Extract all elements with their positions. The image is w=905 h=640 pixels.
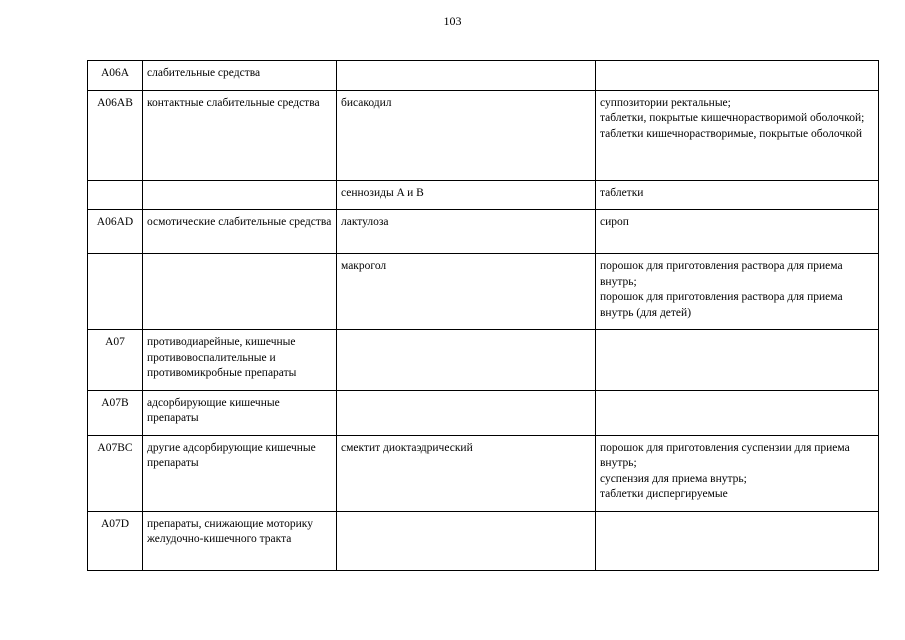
table-row — [88, 210, 879, 254]
group-cell: адсорбирующие кишечные препараты — [143, 390, 337, 435]
forms-cell — [596, 390, 879, 435]
forms-cell — [596, 330, 879, 391]
table-row — [88, 180, 879, 210]
group-cell: осмотические слабительные средства — [143, 210, 337, 254]
atc-code-cell: A07D — [88, 511, 143, 570]
drug-cell: смектит диоктаэдрический — [337, 435, 596, 511]
group-cell — [143, 180, 337, 210]
atc-code-cell: A06AD — [88, 210, 143, 254]
atc-code-cell: A06A — [88, 61, 143, 91]
forms-line: таблетки диспергируемые — [600, 488, 728, 500]
drug-cell: макрогол — [337, 254, 596, 330]
forms-line: порошок для приготовления раствора для приема внутрь (для детей) — [600, 291, 843, 319]
drug-cell — [337, 511, 596, 570]
forms-line: суппозитории ректальные; — [600, 96, 731, 109]
atc-code-cell: A07BC — [88, 435, 143, 511]
drug-cell: сеннозиды A и B — [337, 180, 596, 210]
forms-cell: таблетки — [596, 180, 879, 210]
atc-code-cell — [88, 180, 143, 210]
group-cell: контактные слабительные средства — [143, 90, 337, 180]
group-cell — [143, 254, 337, 330]
atc-code-cell — [88, 254, 143, 330]
forms-line: порошок для приготовления суспензии для приема внутрь; — [600, 441, 850, 469]
forms-line: таблетки кишечнорастворимые, покрытые оболочкой — [600, 127, 863, 140]
group-cell: препараты, снижающие моторику желудочно-кишечного тракта — [143, 511, 337, 570]
atc-code-cell: A07 — [88, 330, 143, 391]
forms-cell — [596, 511, 879, 570]
forms-cell — [596, 90, 879, 180]
drug-cell — [337, 61, 596, 91]
drug-cell — [337, 330, 596, 391]
table-row — [88, 511, 879, 570]
group-cell: слабительные средства — [143, 61, 337, 91]
table-row — [88, 90, 879, 180]
table-row — [88, 435, 879, 511]
forms-cell — [596, 435, 879, 511]
group-cell: противодиарейные, кишечные противовоспалительные и противомикробные препараты — [143, 330, 337, 391]
drug-table — [87, 60, 879, 571]
drug-cell: бисакодил — [337, 90, 596, 180]
table-row — [88, 330, 879, 391]
forms-line: таблетки, покрытые кишечнорастворимой оболочкой; — [600, 112, 865, 124]
forms-line: суспензия для приема внутрь; — [600, 472, 747, 485]
page-number: 103 — [443, 14, 462, 28]
forms-cell — [596, 254, 879, 330]
atc-code-cell: A07B — [88, 390, 143, 435]
table-row — [88, 254, 879, 330]
atc-code-cell: A06AB — [88, 90, 143, 180]
forms-line: порошок для приготовления раствора для приема внутрь; — [600, 260, 843, 288]
forms-cell: сироп — [596, 210, 879, 254]
group-cell: другие адсорбирующие кишечные препараты — [143, 435, 337, 511]
forms-cell — [596, 61, 879, 91]
drug-cell: лактулоза — [337, 210, 596, 254]
table-row — [88, 61, 879, 91]
table-row — [88, 390, 879, 435]
drug-cell — [337, 390, 596, 435]
